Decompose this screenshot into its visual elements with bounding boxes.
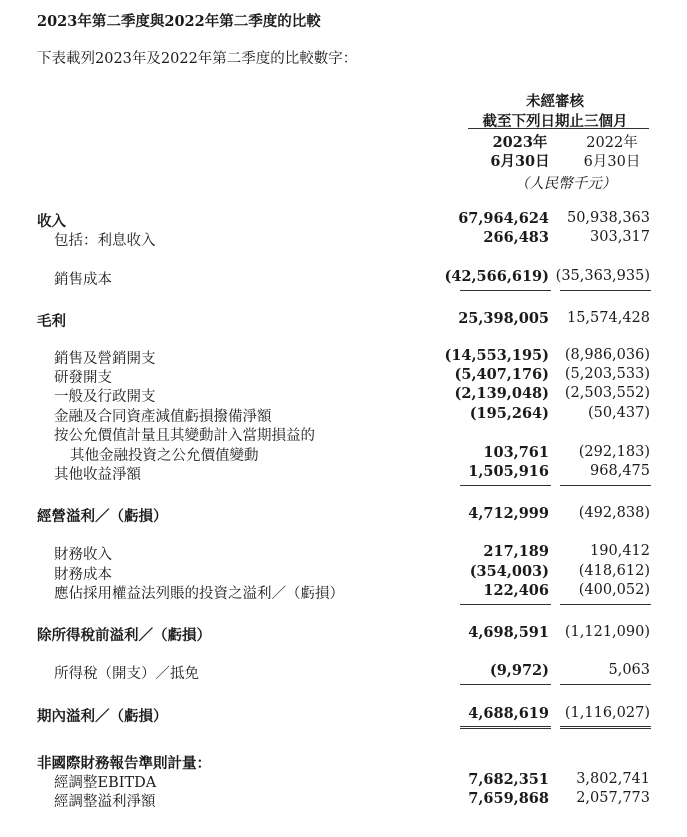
subtotal-rule xyxy=(560,684,651,685)
row-value-2023: 217,189 xyxy=(483,543,549,560)
row-label: 其他金融投資之公允價值變動 xyxy=(70,448,259,464)
row-value-2023: 67,964,624 xyxy=(458,210,549,227)
row-label: 經調整溢利淨額 xyxy=(54,794,156,810)
row-value-2023: (5,407,176) xyxy=(454,366,549,383)
row-value-2022: 3,802,741 xyxy=(576,771,650,787)
row-value-2023: (9,972) xyxy=(489,662,549,679)
row-label: 按公允價值計量且其變動計入當期損益的 xyxy=(54,428,315,444)
header-2022-date: 6月30日 xyxy=(583,154,641,170)
subtotal-rule xyxy=(560,290,651,291)
row-label: 應佔採用權益法列賬的投資之溢利／（虧損） xyxy=(54,586,344,602)
row-value-2023: 7,682,351 xyxy=(468,771,549,788)
row-value-2022: (418,612) xyxy=(578,563,650,579)
row-value-2023: (42,566,619) xyxy=(444,268,549,285)
row-value-2022: (400,052) xyxy=(578,582,650,598)
row-label: 財務成本 xyxy=(54,567,112,583)
row-value-2022: (1,116,027) xyxy=(564,705,650,721)
row-label: 期內溢利／（虧損） xyxy=(37,708,168,725)
row-value-2022: (2,503,552) xyxy=(564,385,650,401)
row-label: 其他收益淨額 xyxy=(54,467,141,483)
subtotal-rule xyxy=(560,604,651,605)
row-value-2023: 266,483 xyxy=(483,229,549,246)
row-label: 經營溢利／（虧損） xyxy=(37,508,168,525)
row-label: 所得稅（開支）／抵免 xyxy=(54,666,199,682)
row-label: 毛利 xyxy=(37,313,66,330)
subtotal-rule xyxy=(460,485,551,486)
row-value-2022: 968,475 xyxy=(590,463,650,479)
total-double-rule xyxy=(560,726,651,729)
subtotal-rule xyxy=(460,604,551,605)
row-value-2022: (8,986,036) xyxy=(564,347,650,363)
row-value-2023: 103,761 xyxy=(483,444,549,461)
row-value-2022: (292,183) xyxy=(578,444,650,460)
row-value-2023: 1,505,916 xyxy=(468,463,549,480)
row-value-2023: 25,398,005 xyxy=(458,310,549,327)
row-value-2022: 50,938,363 xyxy=(566,210,650,226)
header-2022-year: 2022年 xyxy=(586,135,638,151)
row-value-2023: (2,139,048) xyxy=(454,385,549,402)
row-value-2023: (354,003) xyxy=(469,563,549,580)
row-value-2022: 190,412 xyxy=(590,543,650,559)
header-period: 截至下列日期止三個月 xyxy=(482,113,628,130)
row-label: 收入 xyxy=(37,213,66,230)
subtotal-rule xyxy=(560,485,651,486)
row-value-2023: 4,712,999 xyxy=(468,505,549,522)
section-title: 2023年第二季度與2022年第二季度的比較 xyxy=(37,13,321,30)
row-label: 金融及合同資產減值虧損撥備淨額 xyxy=(54,409,272,425)
header-currency: （人民幣千元） xyxy=(514,176,617,192)
row-value-2022: (35,363,935) xyxy=(555,268,650,284)
row-value-2022: (492,838) xyxy=(578,505,650,521)
intro-text: 下表載列2023年及2022年第二季度的比較數字： xyxy=(37,51,358,67)
row-label: 銷售及營銷開支 xyxy=(54,351,156,367)
row-value-2023: (195,264) xyxy=(469,405,549,422)
subtotal-rule xyxy=(460,684,551,685)
header-unaudited: 未經審核 xyxy=(526,93,584,110)
row-value-2022: (50,437) xyxy=(587,405,650,421)
row-value-2023: (14,553,195) xyxy=(444,347,549,364)
row-label: 研發開支 xyxy=(54,370,112,386)
row-label: 銷售成本 xyxy=(54,272,112,288)
row-value-2022: 15,574,428 xyxy=(566,310,650,326)
row-value-2022: 303,317 xyxy=(590,229,650,245)
header-2023-year: 2023年 xyxy=(492,134,548,151)
row-value-2022: 2,057,773 xyxy=(576,790,650,806)
header-rule xyxy=(468,128,649,129)
row-value-2022: (5,203,533) xyxy=(564,366,650,382)
row-value-2022: 5,063 xyxy=(608,662,650,678)
header-2023-date: 6月30日 xyxy=(490,153,550,170)
row-label: 除所得稅前溢利／（虧損） xyxy=(37,627,211,644)
subtotal-rule xyxy=(460,290,551,291)
row-value-2023: 122,406 xyxy=(483,582,549,599)
row-label: 經調整EBITDA xyxy=(54,775,157,791)
row-label: 包括：利息收入 xyxy=(54,233,156,249)
row-value-2023: 4,698,591 xyxy=(468,624,549,641)
total-double-rule xyxy=(460,726,551,729)
row-value-2023: 4,688,619 xyxy=(468,705,549,722)
row-label: 非國際財務報告準則計量： xyxy=(37,755,211,772)
row-value-2023: 7,659,868 xyxy=(468,790,549,807)
row-label: 財務收入 xyxy=(54,547,112,563)
row-label: 一般及行政開支 xyxy=(54,389,156,405)
row-value-2022: (1,121,090) xyxy=(564,624,650,640)
